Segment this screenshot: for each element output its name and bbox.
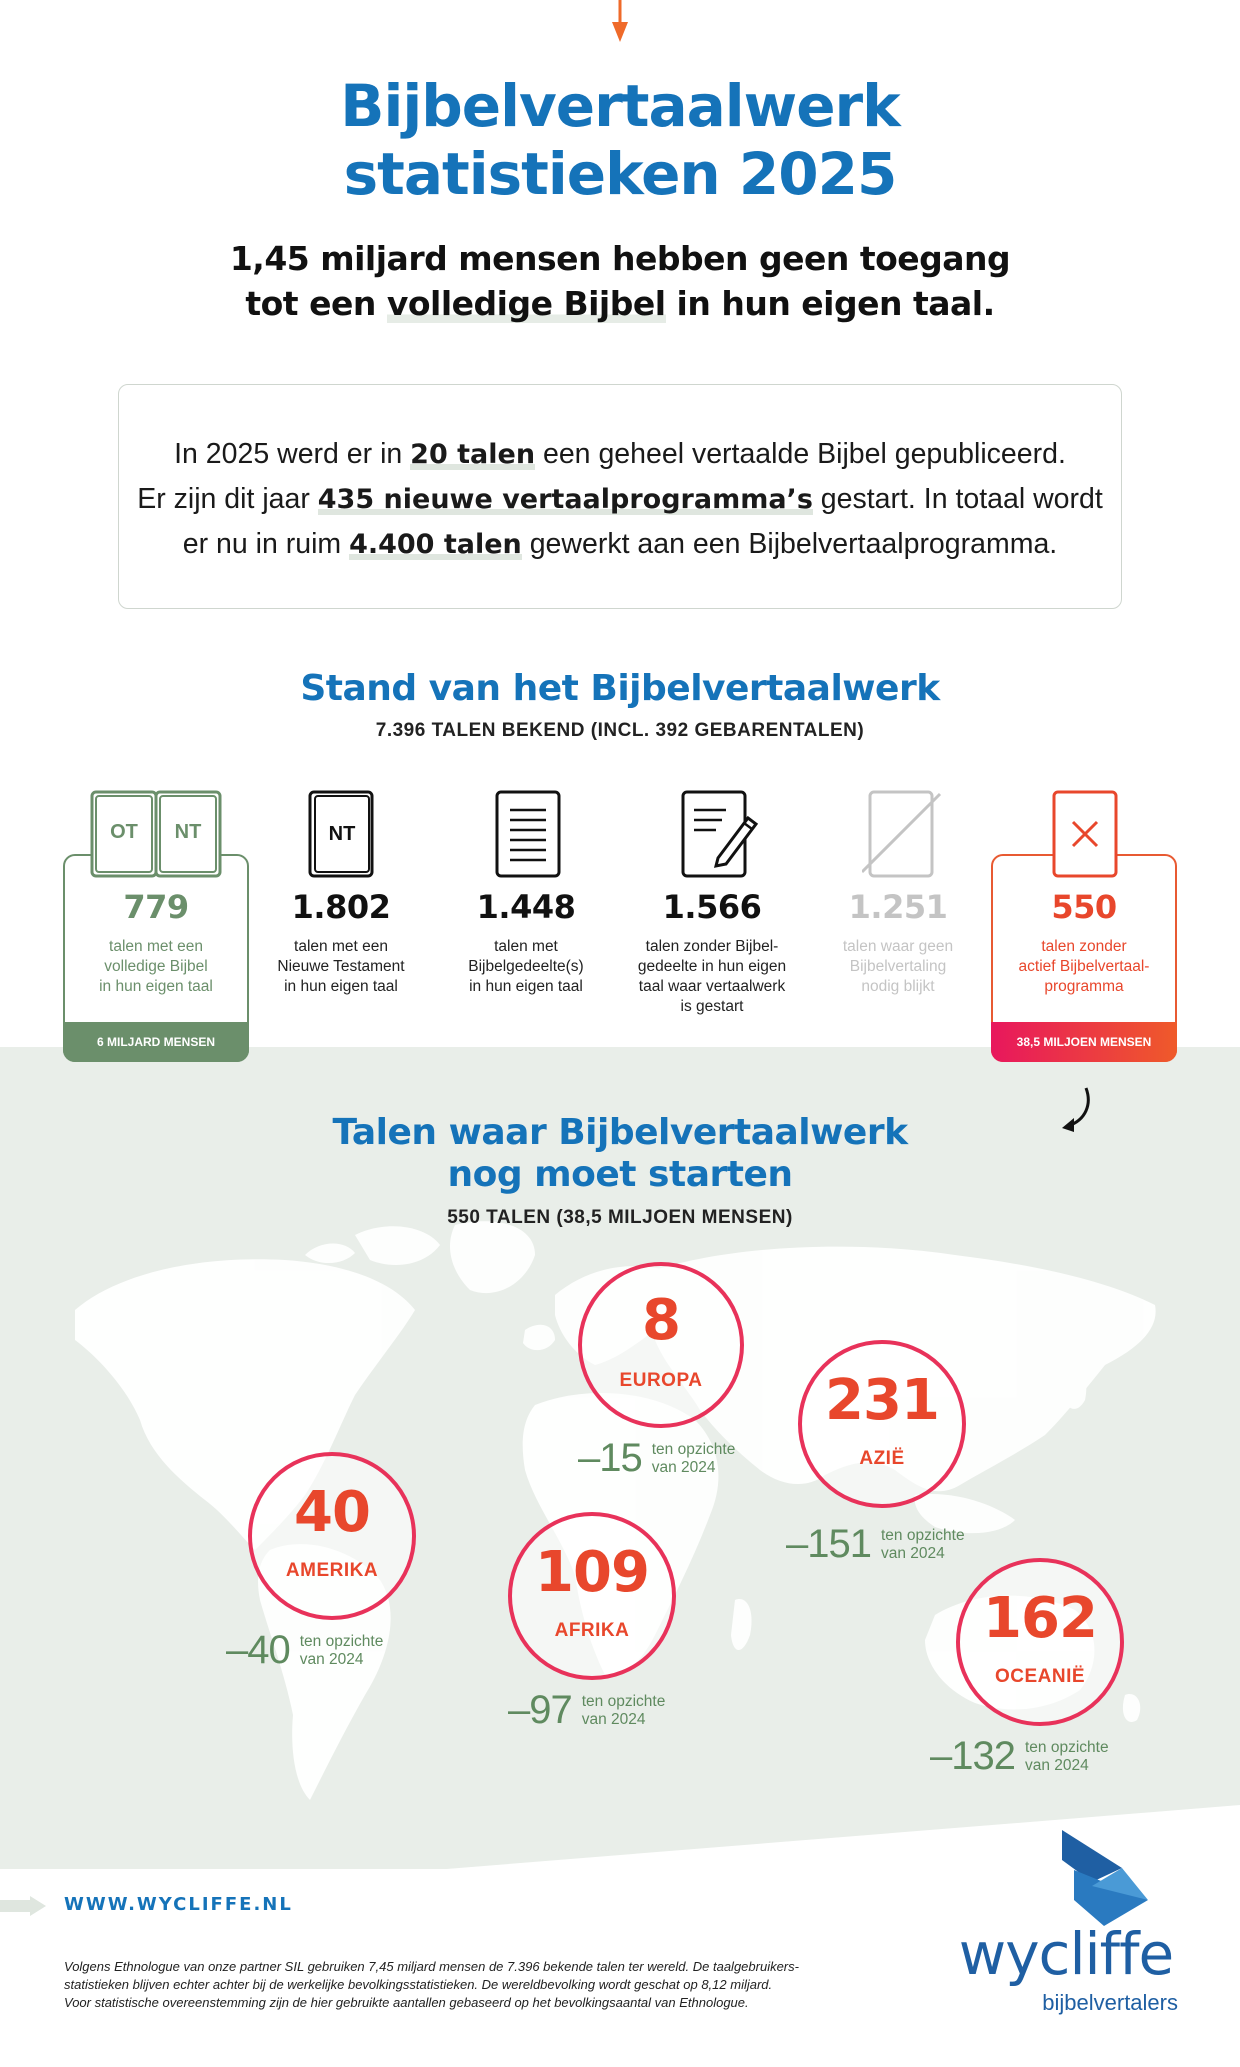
nt-book-icon: [306, 788, 378, 880]
page-title-line1: Bijbelvertaalwerk: [340, 72, 900, 140]
region-oceanie: [956, 1558, 1124, 1726]
label-line: Nieuwe Testament: [277, 958, 405, 975]
region-value: 231: [825, 1368, 939, 1433]
stand-section-title: Stand van het Bijbelvertaalwerk: [300, 668, 940, 709]
label-line: gedeelte in hun eigen: [637, 958, 787, 975]
delta-oceanie: [930, 1734, 1109, 1779]
subtitle-highlight: volledige Bijbel: [386, 284, 666, 323]
label-line: in hun eigen taal: [469, 978, 583, 995]
bible-portions-count: 1.448: [476, 888, 576, 926]
region-name: AZIË: [859, 1448, 905, 1469]
map-section-subtitle: 550 TALEN (38,5 MILJOEN MENSEN): [447, 1207, 793, 1228]
document-pen-icon: [678, 788, 762, 880]
label-line: talen met: [494, 938, 558, 955]
ot-nt-book-icon: [86, 788, 226, 880]
new-testament-label: [248, 937, 434, 997]
subtitle-line2-post: in hun eigen taal.: [665, 284, 995, 323]
region-europe: [578, 1262, 744, 1428]
intro-line1-post: een geheel vertaalde Bijbel gepubliceerd.: [535, 438, 1066, 470]
label-line: volledige Bijbel: [104, 958, 208, 975]
label-line: programma: [1044, 978, 1124, 995]
intro-line2: [130, 477, 1110, 522]
label-line: Bijbelgedeelte(s): [468, 958, 584, 975]
region-name: AFRIKA: [554, 1620, 630, 1641]
intro-line3-pre: er nu in ruim: [182, 528, 350, 560]
no-program-population-band: 38,5 MILJOEN MENSEN: [991, 1022, 1177, 1062]
intro-line2-bold: 435 nieuwe vertaalprogramma’s: [317, 484, 813, 515]
note-line: van 2024: [651, 1458, 716, 1476]
no-program-label: [991, 937, 1177, 997]
label-line: taal waar vertaalwerk: [638, 978, 786, 995]
stand-section-subtitle: 7.396 TALEN BEKEND (INCL. 392 GEBARENTALEN): [375, 720, 865, 741]
intro-line3-bold: 4.400 talen: [349, 529, 522, 560]
no-program-count: 550: [1051, 888, 1117, 926]
new-testament-count: 1.802: [291, 888, 391, 926]
note-line: van 2024: [581, 1710, 646, 1728]
delta-afrika: [508, 1688, 665, 1733]
label-line: nodig blijkt: [861, 978, 935, 995]
delta-note: [582, 1693, 666, 1729]
map-section-title: [0, 1112, 1240, 1196]
label-line: talen met een: [109, 938, 203, 955]
note-line: ten opzichte: [880, 1526, 965, 1544]
footnote-line: statistieken blijven echter achter bij de werkelijke bevolkingsstatistieken. De wereldbevolking wordt geschat op 8,12 miljard.: [64, 1977, 773, 1992]
crossed-document-icon: [862, 788, 942, 880]
label-line: in hun eigen taal: [99, 978, 213, 995]
delta-note: [881, 1527, 965, 1563]
translation-started-count: 1.566: [662, 888, 762, 926]
label-line: actief Bijbelvertaal-: [1018, 958, 1150, 975]
note-line: ten opzichte: [651, 1440, 736, 1458]
note-line: van 2024: [299, 1650, 364, 1668]
label-line: Bijbelvertaling: [849, 958, 947, 975]
subtitle-line2-pre: tot een: [245, 284, 387, 323]
note-line: ten opzichte: [581, 1692, 666, 1710]
ot-label: OT: [110, 821, 138, 843]
delta-value: –40: [226, 1628, 290, 1672]
intro-line2-pre: Er zijn dit jaar: [137, 483, 318, 515]
note-line: ten opzichte: [1024, 1738, 1109, 1756]
delta-note: [1025, 1739, 1109, 1775]
label-line: talen zonder Bijbel-: [645, 938, 779, 955]
region-afrika: [508, 1512, 676, 1680]
map-title-line1: Talen waar Bijbelvertaalwerk: [332, 1112, 908, 1153]
complete-bible-population-band: 6 MILJARD MENSEN: [63, 1022, 249, 1062]
delta-value: –15: [578, 1436, 642, 1480]
region-amerika: [248, 1452, 416, 1620]
nt-label: NT: [174, 821, 202, 843]
footnote-line: Voor statistische overeenstemming zijn de hier gebruikte aantallen gebaseerd op het bevolkingsaantal van Ethnologue.: [64, 1995, 749, 2010]
region-azie: [798, 1340, 966, 1508]
delta-value: –151: [786, 1522, 871, 1566]
delta-value: –132: [930, 1734, 1015, 1778]
wycliffe-logo-subtitle: bijbelvertalers: [1042, 1990, 1178, 2015]
complete-bible-count: 779: [123, 888, 189, 926]
intro-line2-post: gestart. In totaal wordt: [812, 483, 1103, 515]
note-line: van 2024: [1024, 1756, 1089, 1774]
footnote: [64, 1958, 924, 2012]
region-value: 8: [642, 1288, 680, 1353]
region-name: OCEANIË: [994, 1666, 1086, 1687]
subtitle-line2: [0, 281, 1240, 326]
region-value: 40: [294, 1480, 370, 1545]
subtitle-line1: 1,45 miljard mensen hebben geen toegang: [229, 239, 1011, 278]
delta-note: [300, 1633, 384, 1669]
page-title-line2: statistieken 2025: [343, 140, 897, 208]
note-line: ten opzichte: [299, 1632, 384, 1650]
translation-started-label: [619, 937, 805, 1017]
label-line: is gestart: [680, 998, 744, 1015]
region-name: AMERIKA: [285, 1560, 379, 1581]
x-document-icon: [1049, 788, 1121, 880]
delta-amerika: [226, 1628, 383, 1673]
footnote-line: Volgens Ethnologue van onze partner SIL gebruiken 7,45 miljard mensen de 7.396 bekende talen ter wereld. De taalgebruikers-: [64, 1959, 799, 1974]
intro-line3: [130, 522, 1110, 567]
delta-note: [652, 1441, 736, 1477]
intro-line1-bold: 20 talen: [410, 439, 536, 470]
page-title: [0, 72, 1240, 208]
map-title-line2: nog moet starten: [447, 1154, 793, 1195]
label-line: talen zonder: [1041, 938, 1127, 955]
label-line: in hun eigen taal: [284, 978, 398, 995]
delta-europe: [578, 1436, 735, 1481]
bible-portions-label: [433, 937, 619, 997]
intro-line1: [130, 432, 1110, 477]
delta-value: –97: [508, 1688, 572, 1732]
note-line: van 2024: [880, 1544, 945, 1562]
complete-bible-label: [63, 937, 249, 997]
label-line: talen met een: [294, 938, 388, 955]
region-name: EUROPA: [619, 1370, 703, 1391]
label-line: talen waar geen: [842, 938, 954, 955]
intro-text: [130, 432, 1110, 567]
pointer-arrow-icon: [0, 1896, 46, 1916]
region-value: 109: [535, 1540, 649, 1605]
region-value: 162: [983, 1586, 1097, 1651]
delta-azie: [786, 1522, 965, 1567]
intro-line3-post: gewerkt aan een Bijbelvertaalprogramma.: [521, 528, 1058, 560]
document-lines-icon: [492, 788, 564, 880]
intro-line1-pre: In 2025 werd er in: [174, 438, 411, 470]
nt-book-label: NT: [328, 823, 356, 845]
website-link[interactable]: WWW.WYCLIFFE.NL: [64, 1894, 293, 1915]
page-subtitle: [0, 236, 1240, 326]
not-needed-label: [805, 937, 991, 997]
wycliffe-logo-wordmark: wycliffe: [958, 1920, 1174, 1988]
not-needed-count: 1.251: [848, 888, 948, 926]
